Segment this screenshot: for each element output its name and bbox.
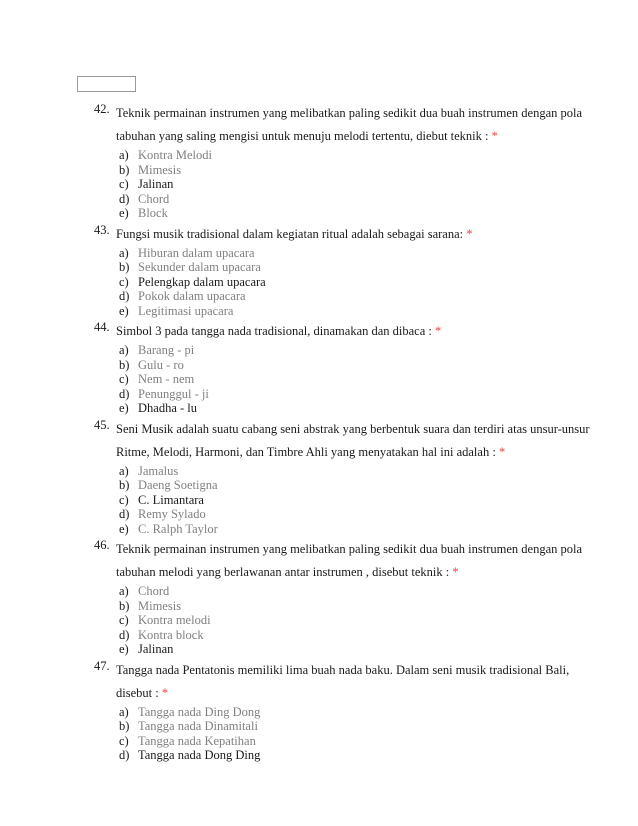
answer-option bbox=[119, 507, 594, 522]
option-text: Gulu - ro bbox=[138, 357, 184, 372]
answer-option-selected bbox=[119, 177, 594, 192]
answer-option bbox=[119, 358, 594, 373]
question-text bbox=[116, 102, 594, 148]
answer-option-selected bbox=[119, 642, 594, 657]
option-letter: d) bbox=[119, 627, 130, 642]
option-letter: e) bbox=[119, 303, 129, 318]
option-list bbox=[119, 584, 594, 657]
question-item bbox=[94, 223, 594, 319]
option-text: Chord bbox=[138, 191, 170, 206]
option-letter: c) bbox=[119, 733, 129, 748]
page-number-box bbox=[77, 76, 136, 92]
option-text: Hiburan dalam upacara bbox=[138, 245, 255, 260]
required-asterisk: * bbox=[435, 324, 442, 338]
option-text: Barang - pi bbox=[138, 343, 195, 357]
option-text: Mimesis bbox=[138, 162, 182, 177]
option-text: Mimesis bbox=[138, 598, 182, 613]
option-letter: e) bbox=[119, 521, 129, 536]
answer-option bbox=[119, 478, 594, 493]
question-number: 47. bbox=[94, 658, 110, 673]
option-letter: a) bbox=[119, 584, 129, 598]
question-number: 46. bbox=[94, 538, 110, 552]
option-text: C. Ralph Taylor bbox=[138, 521, 218, 536]
option-letter: a) bbox=[119, 245, 129, 260]
answer-option bbox=[119, 584, 594, 599]
option-text: Tangga nada Kepatihan bbox=[138, 733, 256, 748]
option-letter: b) bbox=[119, 357, 130, 372]
option-letter: c) bbox=[119, 177, 129, 191]
question-body: Teknik permainan instrumen yang melibatkan paling sedikit dua buah instrumen dengan pola tabuhan yang saling mengisi untuk menuju melodi tertentu, diebut teknik : bbox=[116, 106, 583, 143]
question-body: Teknik permainan instrumen yang melibatkan paling sedikit dua buah instrumen dengan pola tabuhan melodi yang berlawanan antar instrumen , disebut teknik : bbox=[116, 542, 583, 579]
option-letter: a) bbox=[119, 463, 129, 478]
question-body: Seni Musik adalah suatu cabang seni abstrak yang berbentuk suara dan terdiri atas unsur-unsur Ritme, Melodi, Harmoni, dan Timbre Ahli yang menyatakan hal ini adalah : bbox=[116, 421, 590, 459]
question-number: 43. bbox=[94, 222, 110, 237]
answer-option bbox=[119, 192, 594, 207]
option-text: Jamalus bbox=[138, 463, 179, 478]
option-letter: a) bbox=[119, 704, 129, 719]
question-text bbox=[116, 538, 594, 584]
option-text: Kontra block bbox=[138, 627, 204, 642]
option-text: Jalinan bbox=[138, 177, 174, 191]
option-list bbox=[119, 464, 594, 537]
option-text: Pokok dalam upacara bbox=[138, 289, 246, 303]
option-letter: a) bbox=[119, 343, 129, 357]
answer-option bbox=[119, 613, 594, 628]
required-asterisk: * bbox=[452, 565, 459, 579]
answer-option bbox=[119, 719, 594, 734]
option-text: Tangga nada Dinamitali bbox=[138, 719, 258, 733]
question-number: 42. bbox=[94, 102, 110, 116]
required-asterisk: * bbox=[491, 129, 498, 143]
answer-option bbox=[119, 387, 594, 402]
question-number: 44. bbox=[94, 320, 110, 334]
option-text: Remy Sylado bbox=[138, 507, 206, 521]
option-text: Block bbox=[138, 206, 168, 220]
required-asterisk: * bbox=[466, 226, 473, 241]
question-text bbox=[116, 223, 594, 246]
option-letter: c) bbox=[119, 372, 129, 386]
option-text: Sekunder dalam upacara bbox=[138, 260, 261, 274]
option-text: Tangga nada Dong Ding bbox=[138, 748, 261, 762]
option-letter: c) bbox=[119, 613, 129, 627]
answer-option bbox=[119, 464, 594, 479]
question-text bbox=[116, 418, 594, 464]
option-list bbox=[119, 246, 594, 319]
option-letter: e) bbox=[119, 642, 129, 656]
option-letter: b) bbox=[119, 598, 130, 613]
option-text: Dhadha - lu bbox=[138, 401, 198, 415]
question-text bbox=[116, 320, 594, 343]
option-letter: d) bbox=[119, 748, 130, 762]
option-letter: d) bbox=[119, 191, 130, 206]
question-item bbox=[94, 102, 594, 221]
option-letter: d) bbox=[119, 289, 130, 303]
question-body: Simbol 3 pada tangga nada tradisional, dinamakan dan dibaca : bbox=[116, 324, 432, 338]
option-text: Tangga nada Ding Dong bbox=[138, 704, 261, 719]
answer-option bbox=[119, 734, 594, 749]
answer-option bbox=[119, 599, 594, 614]
answer-option bbox=[119, 628, 594, 643]
option-letter: b) bbox=[119, 478, 130, 492]
option-letter: d) bbox=[119, 386, 130, 401]
question-body: Fungsi musik tradisional dalam kegiatan ritual adalah sebagai sarana: bbox=[116, 226, 464, 241]
option-text: Nem - nem bbox=[138, 372, 195, 386]
question-text bbox=[116, 659, 594, 705]
option-text: Daeng Soetigna bbox=[138, 478, 218, 492]
question-body: Tangga nada Pentatonis memiliki lima buah nada baku. Dalam seni musik tradisional Bali, disebut : bbox=[116, 662, 570, 700]
question-item bbox=[94, 659, 594, 763]
answer-option bbox=[119, 246, 594, 261]
question-item bbox=[94, 538, 594, 657]
option-text: C. Limantara bbox=[138, 492, 204, 507]
answer-option-selected bbox=[119, 275, 594, 290]
option-letter: b) bbox=[119, 162, 130, 177]
option-letter: d) bbox=[119, 507, 130, 521]
answer-option bbox=[119, 705, 594, 720]
answer-option bbox=[119, 289, 594, 304]
option-letter: c) bbox=[119, 274, 129, 289]
option-text: Penunggul - ji bbox=[138, 386, 209, 401]
option-text: Jalinan bbox=[138, 642, 174, 656]
answer-option-selected bbox=[119, 748, 594, 763]
option-text: Kontra Melodi bbox=[138, 148, 212, 162]
question-number: 45. bbox=[94, 417, 110, 432]
answer-option-selected bbox=[119, 493, 594, 508]
option-letter: e) bbox=[119, 206, 129, 220]
option-letter: e) bbox=[119, 401, 129, 415]
option-list bbox=[119, 343, 594, 416]
option-list bbox=[119, 148, 594, 221]
answer-option-selected bbox=[119, 401, 594, 416]
required-asterisk: * bbox=[498, 444, 506, 459]
option-letter: a) bbox=[119, 148, 129, 162]
option-list bbox=[119, 705, 594, 763]
option-letter: b) bbox=[119, 260, 130, 274]
option-text: Pelengkap dalam upacara bbox=[138, 274, 266, 289]
answer-option bbox=[119, 304, 594, 319]
option-text: Chord bbox=[138, 584, 170, 598]
answer-option bbox=[119, 148, 594, 163]
answer-option bbox=[119, 206, 594, 221]
option-text: Legitimasi upacara bbox=[138, 303, 234, 318]
answer-option bbox=[119, 163, 594, 178]
option-letter: b) bbox=[119, 719, 130, 733]
answer-option bbox=[119, 372, 594, 387]
answer-option bbox=[119, 522, 594, 537]
question-item bbox=[94, 418, 594, 537]
required-asterisk: * bbox=[161, 685, 169, 700]
quiz-question-list bbox=[94, 102, 594, 765]
answer-option bbox=[119, 260, 594, 275]
question-item bbox=[94, 320, 594, 416]
answer-option bbox=[119, 343, 594, 358]
option-letter: c) bbox=[119, 492, 129, 507]
option-text: Kontra melodi bbox=[138, 613, 211, 627]
